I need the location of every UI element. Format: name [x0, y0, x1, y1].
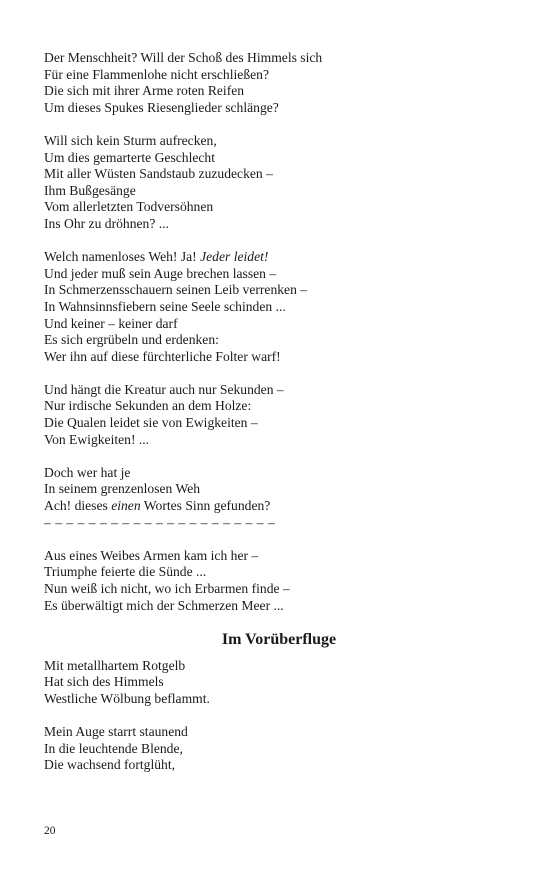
poem-line: Mein Auge starrt staunend: [44, 724, 188, 740]
poem-line: Hat sich des Himmels: [44, 674, 164, 690]
poem-line: Mit aller Wüsten Sandstaub zuzudecken –: [44, 166, 273, 182]
stanza-2: [44, 133, 514, 233]
poem-line: Die sich mit ihrer Arme roten Reifen: [44, 83, 245, 99]
poem-line: Wer ihn auf diese fürchterliche Folter warf!: [44, 348, 281, 364]
poem-line: Und keiner – keiner darf: [44, 315, 178, 331]
poem-line: Die wachsend fortglüht,: [44, 757, 175, 773]
poem-line: In Schmerzensschauern seinen Leib verrenken –: [44, 282, 308, 298]
poem-line: Mit metallhartem Rotgelb: [44, 657, 186, 673]
poem-line: Und hängt die Kreatur auch nur Sekunden –: [44, 381, 284, 397]
poem-line: Nun weiß ich nicht, wo ich Erbarmen finde –: [44, 581, 290, 596]
poem-line-start: Ach! dieses: [44, 498, 112, 514]
italic-phrase: Jeder leidet!: [200, 249, 269, 265]
dash-line: – – – – – – – – – – – – – – – – – – – – –: [44, 514, 276, 530]
poem-line: Vom allerletzten Todversöhnen: [44, 199, 214, 215]
page-number: 20: [44, 825, 56, 837]
stanza-3: [44, 249, 514, 365]
poem-line-start: Welch namenloses Weh! Ja!: [44, 249, 201, 265]
stanza-4: [44, 382, 514, 448]
poem-line: Der Menschheit? Will der Schoß des Himmels sich: [44, 50, 323, 65]
poem-line: Es überwältigt mich der Schmerzen Meer ...: [44, 597, 284, 613]
poem-line: Um dies gemarterte Geschlecht: [44, 149, 215, 165]
poem-line: Die Qualen leidet sie von Ewigkeiten –: [44, 415, 258, 431]
stanza-5: [44, 465, 514, 531]
poem-line: Es sich ergrübeln und erdenken:: [44, 332, 219, 348]
poem-line: [44, 498, 514, 515]
italic-word: einen: [111, 498, 141, 514]
poem-line: Westliche Wölbung beflammt.: [44, 690, 210, 706]
stanza-7: [44, 658, 514, 708]
poem-line: In die leuchtende Blende,: [44, 740, 183, 756]
poem-line: [44, 249, 514, 266]
stanza-1: [44, 50, 514, 116]
poem-line: Um dieses Spukes Riesenglieder schlänge?: [44, 99, 279, 115]
poem-line: Will sich kein Sturm aufrecken,: [44, 132, 217, 148]
poem-line: Nur irdische Sekunden an dem Holze:: [44, 398, 252, 414]
poem-line-end: Wortes Sinn gefunden?: [140, 498, 271, 514]
poem-line: Und jeder muß sein Auge brechen lassen –: [44, 265, 277, 281]
poem-line: Für eine Flammenlohe nicht erschließen?: [44, 66, 269, 82]
poem-line: Triumphe feierte die Sünde ...: [44, 564, 207, 580]
poem-line: Von Ewigkeiten! ...: [44, 431, 150, 447]
poem-line: Aus eines Weibes Armen kam ich her –: [44, 547, 259, 563]
poem-line: Ihm Bußgesänge: [44, 182, 136, 198]
poem-line: In seinem grenzenlosen Weh: [44, 481, 201, 497]
stanza-8: [44, 724, 514, 774]
poem-line: Doch wer hat je: [44, 464, 131, 480]
stanza-6: [44, 548, 514, 614]
poem-title: Im Vorüberfluge: [221, 630, 337, 648]
poem-line: Ins Ohr zu dröhnen? ...: [44, 215, 169, 231]
poem-text: [44, 50, 514, 791]
poem-line: In Wahnsinnsfiebern seine Seele schinden ...: [44, 298, 286, 314]
